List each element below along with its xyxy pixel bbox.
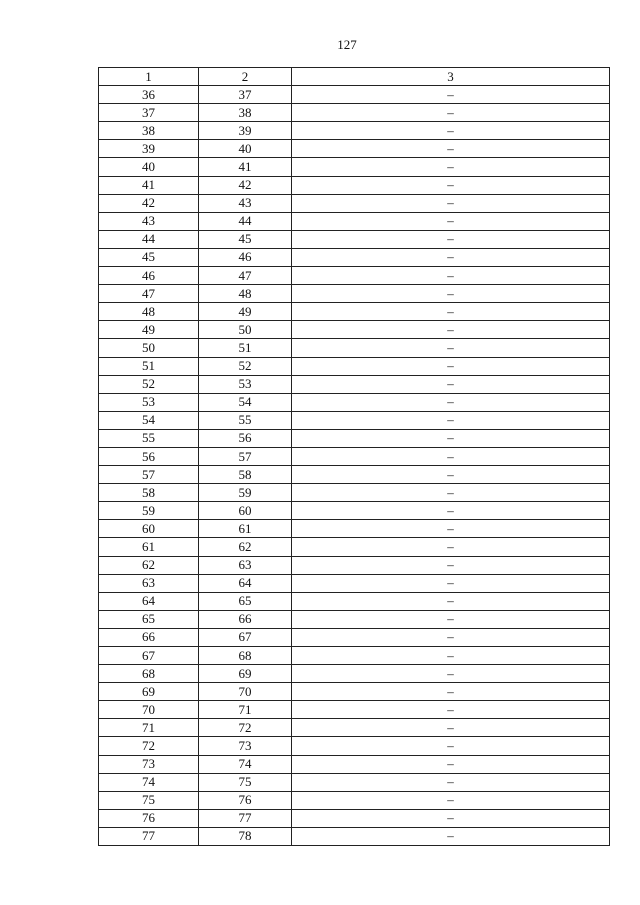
table-row xyxy=(99,429,610,447)
table-row xyxy=(99,610,610,628)
table-cell-col-2: 63 xyxy=(199,556,292,574)
table-cell-col-3: – xyxy=(292,466,610,484)
table-cell-col-2: 55 xyxy=(199,411,292,429)
table-cell-col-2: 70 xyxy=(199,683,292,701)
table-row xyxy=(99,538,610,556)
table-cell-col-3: – xyxy=(292,86,610,104)
table-cell-col-3: – xyxy=(292,628,610,646)
table-row xyxy=(99,285,610,303)
table-cell-col-1: 49 xyxy=(99,321,199,339)
table-cell-col-1: 64 xyxy=(99,592,199,610)
table-row xyxy=(99,683,610,701)
table-cell-col-3: – xyxy=(292,556,610,574)
table-cell-col-2: 69 xyxy=(199,665,292,683)
table-cell-col-2: 37 xyxy=(199,86,292,104)
column-header-3: 3 xyxy=(292,68,610,86)
table-cell-col-3: – xyxy=(292,393,610,411)
table-cell-col-3: – xyxy=(292,737,610,755)
table-cell-col-3: – xyxy=(292,429,610,447)
table-row xyxy=(99,140,610,158)
table-cell-col-1: 72 xyxy=(99,737,199,755)
table-cell-col-1: 69 xyxy=(99,683,199,701)
table-row xyxy=(99,375,610,393)
table-cell-col-2: 40 xyxy=(199,140,292,158)
table-cell-col-2: 50 xyxy=(199,321,292,339)
table-cell-col-3: – xyxy=(292,194,610,212)
table-cell-col-1: 38 xyxy=(99,122,199,140)
table-cell-col-1: 41 xyxy=(99,176,199,194)
table-cell-col-1: 75 xyxy=(99,791,199,809)
table-cell-col-2: 51 xyxy=(199,339,292,357)
table-cell-col-3: – xyxy=(292,773,610,791)
table-row xyxy=(99,827,610,845)
table-cell-col-2: 45 xyxy=(199,230,292,248)
table-cell-col-2: 67 xyxy=(199,628,292,646)
table-row xyxy=(99,267,610,285)
table-cell-col-3: – xyxy=(292,158,610,176)
table-cell-col-3: – xyxy=(292,140,610,158)
table-cell-col-1: 45 xyxy=(99,248,199,266)
table-cell-col-3: – xyxy=(292,122,610,140)
table-cell-col-2: 60 xyxy=(199,502,292,520)
table-cell-col-3: – xyxy=(292,520,610,538)
table-cell-col-3: – xyxy=(292,592,610,610)
table-cell-col-2: 78 xyxy=(199,827,292,845)
table-row xyxy=(99,466,610,484)
table-row xyxy=(99,484,610,502)
table-cell-col-3: – xyxy=(292,212,610,230)
table-cell-col-1: 66 xyxy=(99,628,199,646)
table-cell-col-1: 51 xyxy=(99,357,199,375)
table-row xyxy=(99,104,610,122)
table-cell-col-3: – xyxy=(292,809,610,827)
table-cell-col-1: 40 xyxy=(99,158,199,176)
table-cell-col-1: 39 xyxy=(99,140,199,158)
table-row xyxy=(99,520,610,538)
table-cell-col-2: 68 xyxy=(199,647,292,665)
table-row xyxy=(99,719,610,737)
table-cell-col-3: – xyxy=(292,610,610,628)
table-row xyxy=(99,647,610,665)
data-table xyxy=(98,67,610,846)
table-cell-col-2: 77 xyxy=(199,809,292,827)
table-cell-col-2: 71 xyxy=(199,701,292,719)
table-cell-col-2: 39 xyxy=(199,122,292,140)
table-cell-col-3: – xyxy=(292,484,610,502)
table-row xyxy=(99,303,610,321)
table-row xyxy=(99,628,610,646)
table-row xyxy=(99,248,610,266)
table-cell-col-1: 59 xyxy=(99,502,199,520)
table-cell-col-2: 43 xyxy=(199,194,292,212)
table-header-row xyxy=(99,68,610,86)
table-cell-col-3: – xyxy=(292,267,610,285)
table-cell-col-1: 58 xyxy=(99,484,199,502)
table-row xyxy=(99,176,610,194)
table-cell-col-2: 57 xyxy=(199,447,292,465)
table-cell-col-1: 73 xyxy=(99,755,199,773)
table-row xyxy=(99,701,610,719)
table-cell-col-2: 61 xyxy=(199,520,292,538)
table-cell-col-2: 73 xyxy=(199,737,292,755)
table-cell-col-2: 49 xyxy=(199,303,292,321)
table-cell-col-2: 38 xyxy=(199,104,292,122)
table-cell-col-1: 61 xyxy=(99,538,199,556)
table-cell-col-2: 46 xyxy=(199,248,292,266)
table-row xyxy=(99,447,610,465)
table-row xyxy=(99,502,610,520)
table-cell-col-2: 56 xyxy=(199,429,292,447)
table-cell-col-1: 36 xyxy=(99,86,199,104)
table-row xyxy=(99,665,610,683)
table-cell-col-2: 47 xyxy=(199,267,292,285)
table-row xyxy=(99,592,610,610)
table-cell-col-3: – xyxy=(292,827,610,845)
table-row xyxy=(99,393,610,411)
table-cell-col-3: – xyxy=(292,701,610,719)
table-cell-col-3: – xyxy=(292,411,610,429)
table-cell-col-3: – xyxy=(292,791,610,809)
table-cell-col-3: – xyxy=(292,502,610,520)
table-cell-col-1: 74 xyxy=(99,773,199,791)
table-cell-col-1: 55 xyxy=(99,429,199,447)
table-cell-col-3: – xyxy=(292,339,610,357)
table-cell-col-2: 52 xyxy=(199,357,292,375)
table-cell-col-3: – xyxy=(292,303,610,321)
table-cell-col-1: 56 xyxy=(99,447,199,465)
table-cell-col-3: – xyxy=(292,683,610,701)
table-cell-col-1: 65 xyxy=(99,610,199,628)
table-row xyxy=(99,773,610,791)
table-cell-col-3: – xyxy=(292,248,610,266)
table-cell-col-3: – xyxy=(292,665,610,683)
table-cell-col-1: 48 xyxy=(99,303,199,321)
table-cell-col-2: 59 xyxy=(199,484,292,502)
table-cell-col-1: 67 xyxy=(99,647,199,665)
table-row xyxy=(99,158,610,176)
table-cell-col-1: 77 xyxy=(99,827,199,845)
table-row xyxy=(99,339,610,357)
table-cell-col-2: 74 xyxy=(199,755,292,773)
table-cell-col-2: 72 xyxy=(199,719,292,737)
table-row xyxy=(99,321,610,339)
table-cell-col-1: 54 xyxy=(99,411,199,429)
table-cell-col-3: – xyxy=(292,538,610,556)
table-cell-col-1: 42 xyxy=(99,194,199,212)
table-cell-col-1: 60 xyxy=(99,520,199,538)
table-row xyxy=(99,212,610,230)
table-cell-col-2: 44 xyxy=(199,212,292,230)
table-cell-col-2: 41 xyxy=(199,158,292,176)
table-cell-col-3: – xyxy=(292,321,610,339)
table-cell-col-2: 48 xyxy=(199,285,292,303)
table-cell-col-2: 42 xyxy=(199,176,292,194)
table-cell-col-2: 66 xyxy=(199,610,292,628)
table-cell-col-1: 76 xyxy=(99,809,199,827)
table-cell-col-3: – xyxy=(292,375,610,393)
table-cell-col-1: 53 xyxy=(99,393,199,411)
table-cell-col-2: 58 xyxy=(199,466,292,484)
table-cell-col-1: 63 xyxy=(99,574,199,592)
table-row xyxy=(99,230,610,248)
table-row xyxy=(99,122,610,140)
table-cell-col-1: 71 xyxy=(99,719,199,737)
table-cell-col-3: – xyxy=(292,755,610,773)
table-cell-col-3: – xyxy=(292,357,610,375)
column-header-1: 1 xyxy=(99,68,199,86)
table-cell-col-2: 75 xyxy=(199,773,292,791)
table-row xyxy=(99,737,610,755)
table-cell-col-2: 54 xyxy=(199,393,292,411)
table-row xyxy=(99,556,610,574)
table-cell-col-3: – xyxy=(292,104,610,122)
table-cell-col-2: 64 xyxy=(199,574,292,592)
table-row xyxy=(99,791,610,809)
table-row xyxy=(99,574,610,592)
table-cell-col-1: 70 xyxy=(99,701,199,719)
table-cell-col-1: 50 xyxy=(99,339,199,357)
table-cell-col-3: – xyxy=(292,230,610,248)
table-row xyxy=(99,86,610,104)
table-cell-col-3: – xyxy=(292,176,610,194)
table-cell-col-1: 57 xyxy=(99,466,199,484)
table-cell-col-2: 76 xyxy=(199,791,292,809)
table-cell-col-3: – xyxy=(292,574,610,592)
table-cell-col-1: 37 xyxy=(99,104,199,122)
table-row xyxy=(99,411,610,429)
table-cell-col-3: – xyxy=(292,447,610,465)
table-row xyxy=(99,357,610,375)
table-cell-col-1: 46 xyxy=(99,267,199,285)
table-row xyxy=(99,809,610,827)
table-cell-col-1: 44 xyxy=(99,230,199,248)
table-cell-col-3: – xyxy=(292,647,610,665)
table-body xyxy=(99,86,610,846)
table-row xyxy=(99,755,610,773)
table-cell-col-2: 62 xyxy=(199,538,292,556)
table-cell-col-2: 53 xyxy=(199,375,292,393)
table-cell-col-1: 52 xyxy=(99,375,199,393)
table-cell-col-1: 62 xyxy=(99,556,199,574)
table-cell-col-1: 47 xyxy=(99,285,199,303)
table-cell-col-3: – xyxy=(292,719,610,737)
table-cell-col-3: – xyxy=(292,285,610,303)
table-row xyxy=(99,194,610,212)
table-cell-col-1: 43 xyxy=(99,212,199,230)
table-cell-col-2: 65 xyxy=(199,592,292,610)
column-header-2: 2 xyxy=(199,68,292,86)
table-cell-col-1: 68 xyxy=(99,665,199,683)
page-number: 127 xyxy=(337,37,357,52)
